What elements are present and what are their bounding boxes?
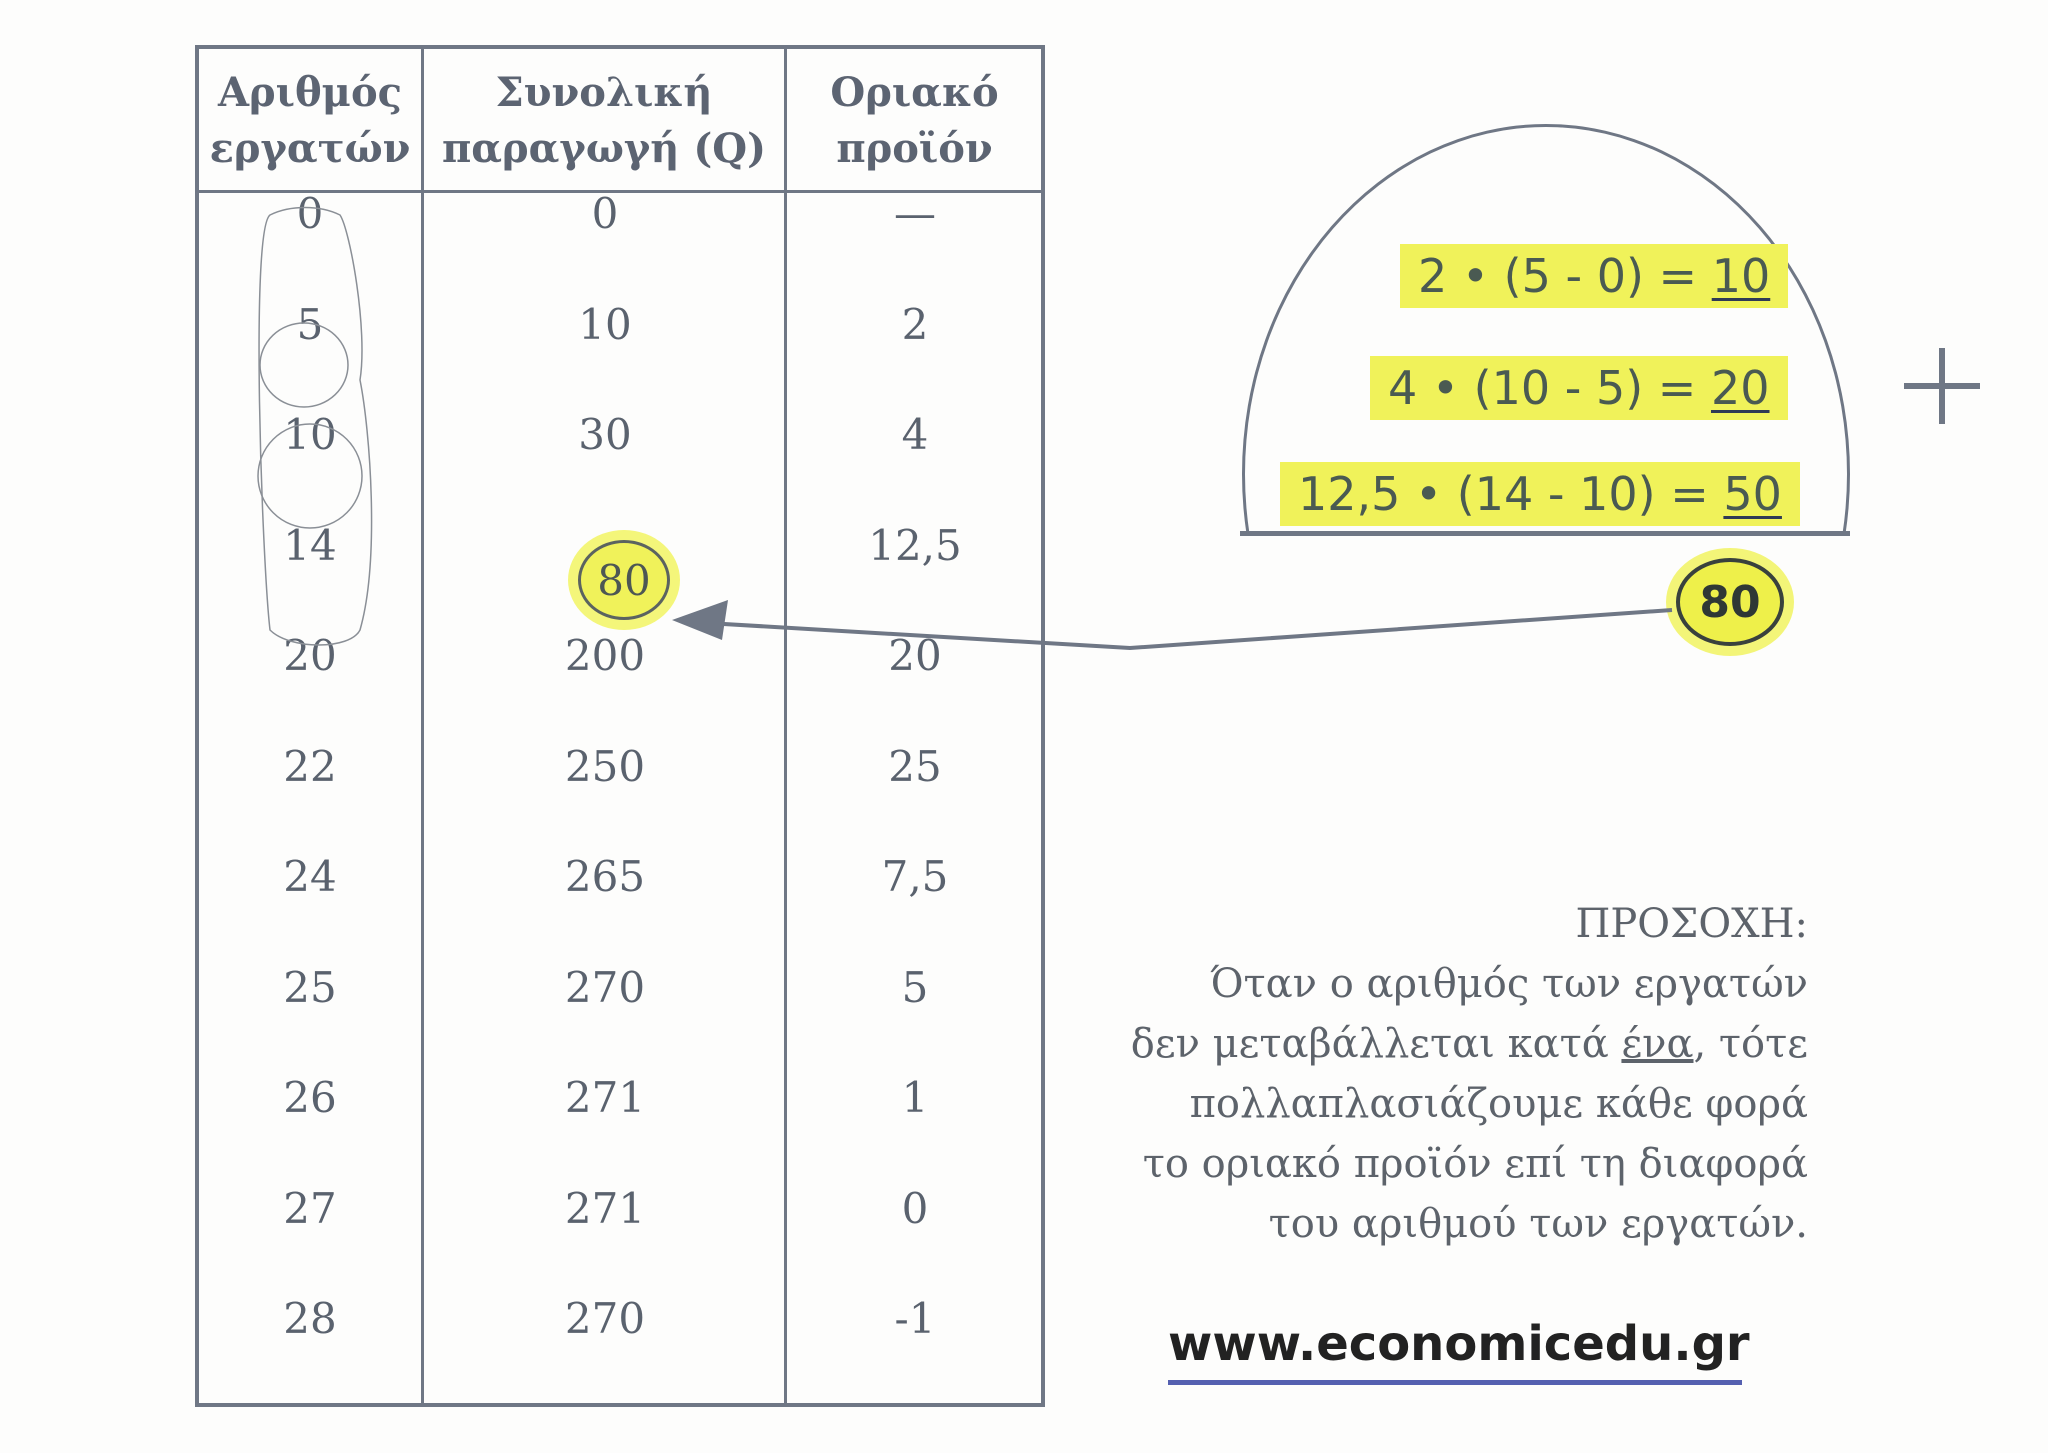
- marginal-product-cell: —: [894, 189, 936, 238]
- total-output-cell: 10: [578, 299, 632, 349]
- header-marginal-product: Οριακό προϊόν: [830, 69, 999, 172]
- marginal-product-cell: 1: [901, 1073, 929, 1122]
- total-output-cell: 271: [564, 1183, 646, 1233]
- total-output-cell: 250: [564, 741, 646, 791]
- marginal-product-cell: 0: [901, 1183, 929, 1233]
- total-output-cell: 271: [564, 1073, 646, 1122]
- total-output-cell: 265: [564, 852, 646, 901]
- total-output-cell: 30: [578, 410, 632, 459]
- marginal-product-cell: 25: [888, 741, 942, 791]
- header-workers: Αριθμός εργατών: [209, 69, 411, 172]
- workers-cell: 26: [283, 1073, 337, 1122]
- attention-note: [1048, 894, 1808, 1254]
- calc-line-2: 4 • (10 - 5) = 20: [1370, 356, 1788, 420]
- marginal-product-cell: 2: [901, 299, 929, 349]
- website-link[interactable]: www.economicedu.gr: [1168, 1316, 1750, 1372]
- workers-cell: 22: [283, 741, 337, 791]
- table-80-highlight: 80: [578, 540, 670, 620]
- total-output-cell: 270: [564, 1294, 646, 1343]
- note-line: δεν μεταβάλλεται κατά ένα, τότε: [1130, 1021, 1808, 1067]
- workers-cell: 0: [296, 189, 324, 238]
- marginal-product-cell: 7,5: [881, 852, 949, 901]
- workers-cell: 24: [283, 852, 337, 901]
- note-line: πολλαπλασιάζουμε κάθε φορά: [1189, 1081, 1808, 1127]
- workers-cell: 20: [283, 631, 337, 680]
- workers-cell: 5: [296, 299, 324, 349]
- total-output-cell: 0: [591, 189, 619, 238]
- workers-cell: 25: [283, 962, 337, 1012]
- website-underline: [1168, 1380, 1742, 1385]
- workers-cell: 28: [283, 1294, 337, 1343]
- total-output-cell: 200: [564, 631, 646, 680]
- note-title: ΠΡΟΣΟΧΗ:: [1575, 901, 1808, 947]
- note-line: το οριακό προϊόν επί τη διαφορά: [1142, 1141, 1808, 1187]
- note-line: του αριθμού των εργατών.: [1268, 1201, 1808, 1247]
- workers-cell: 10: [283, 410, 337, 459]
- marginal-product-cell: 4: [901, 410, 929, 459]
- header-total-output: Συνολική παραγωγή (Q): [441, 69, 767, 172]
- total-output-cell: 270: [564, 962, 646, 1012]
- marginal-product-cell: -1: [894, 1294, 936, 1343]
- calc-line-3: 12,5 • (14 - 10) = 50: [1280, 462, 1800, 526]
- marginal-product-cell: 12,5: [868, 520, 962, 570]
- total-80-badge: 80: [1676, 558, 1784, 646]
- workers-cell: 27: [283, 1183, 337, 1233]
- marginal-product-cell: 20: [888, 631, 942, 680]
- note-line: Όταν ο αριθμός των εργατών: [1210, 961, 1808, 1007]
- calc-line-1: 2 • (5 - 0) = 10: [1400, 244, 1788, 308]
- workers-cell: 14: [283, 520, 337, 570]
- marginal-product-cell: 5: [901, 962, 929, 1012]
